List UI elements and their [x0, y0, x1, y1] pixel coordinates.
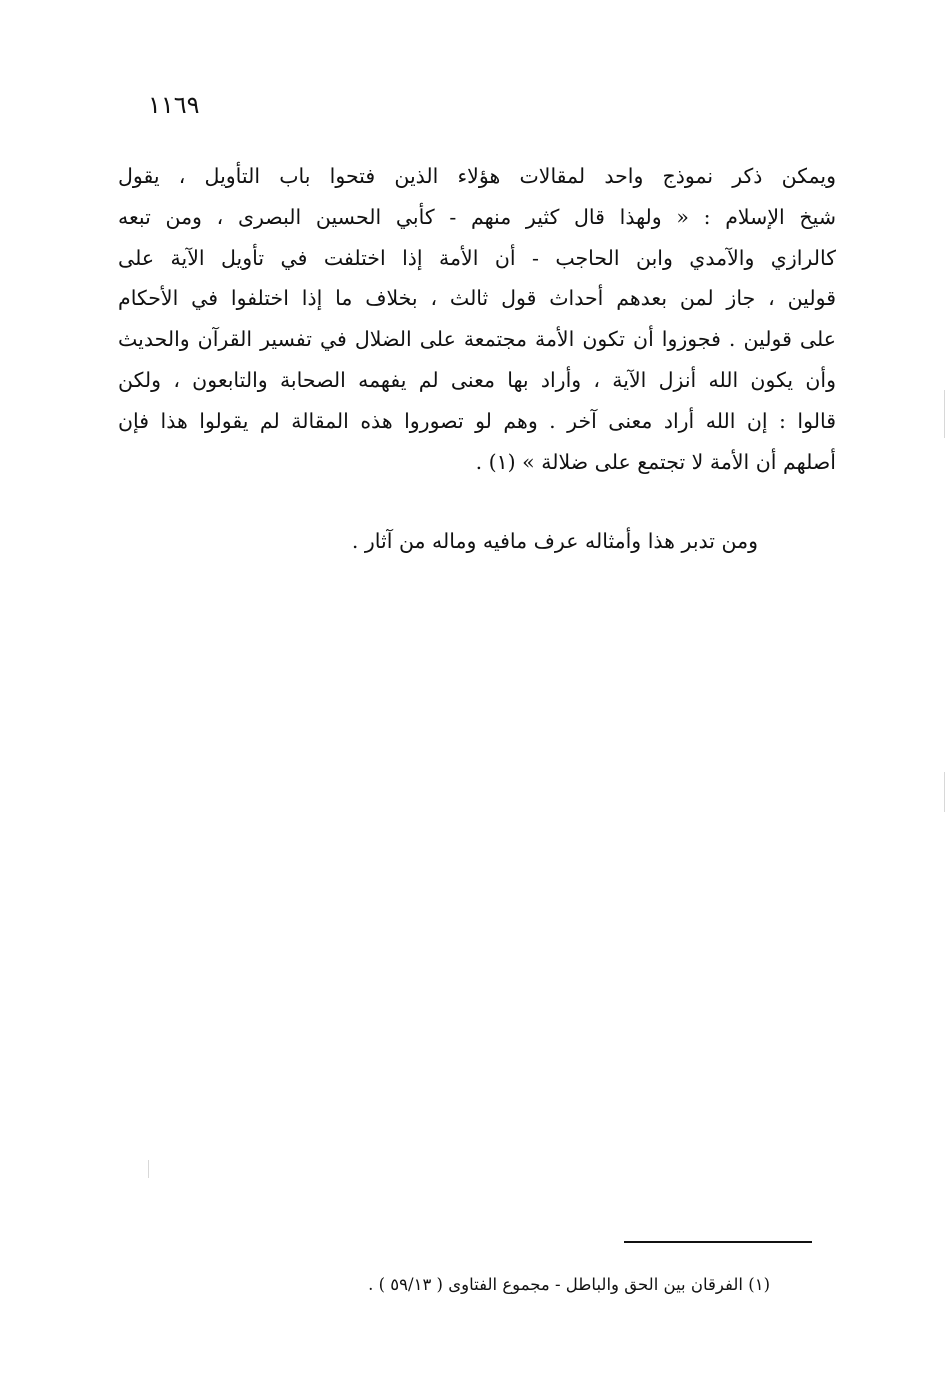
footnote: (١) الفرقان بين الحق والباطل - مجموع الفتاوى ( ٥٩/١٣ ) . — [368, 1275, 770, 1294]
paragraph-line: على قولين . فجوزوا أن تكون الأمة مجتمعة على الضلال في تفسير القرآن والحديث — [118, 327, 836, 352]
paragraph-line: كالرازي والآمدي وابن الحاجب - أن الأمة إذا اختلفت في تأويل الآية على — [118, 245, 836, 270]
scan-artifact — [944, 390, 945, 438]
conclusion-line: ومن تدبر هذا وأمثاله عرف مافيه وماله من آثار . — [351, 529, 758, 553]
paragraph-line: أصلهم أن الأمة لا تجتمع على ضلالة » (١) . — [475, 449, 836, 474]
paragraph-line: ويمكن ذكر نموذج واحد لمقالات هؤلاء الذين فتحوا باب التأويل ، يقول — [118, 164, 836, 188]
main-paragraph — [118, 156, 836, 482]
paragraph-line: وأن يكون الله أنزل الآية ، وأراد بها معنى لم يفهمه الصحابة والتابعون ، ولكن — [118, 367, 836, 392]
scan-artifact — [148, 1160, 149, 1178]
paragraph-line: قولين ، جاز لمن بعدهم أحداث قول ثالث ، بخلاف ما إذا اختلفوا في الأحكام — [118, 286, 836, 311]
page-number: ١١٦٩ — [148, 91, 200, 119]
footnote-divider — [624, 1241, 812, 1243]
scan-artifact — [944, 772, 945, 812]
paragraph-line: شيخ الإسلام : « ولهذا قال كثير منهم - كأبي الحسين البصرى ، ومن تبعه — [118, 204, 836, 229]
paragraph-line: قالوا : إن الله أراد معنى آخر . وهم لو تصوروا هذه المقالة لم يقولوا هذا فإن — [118, 408, 836, 433]
